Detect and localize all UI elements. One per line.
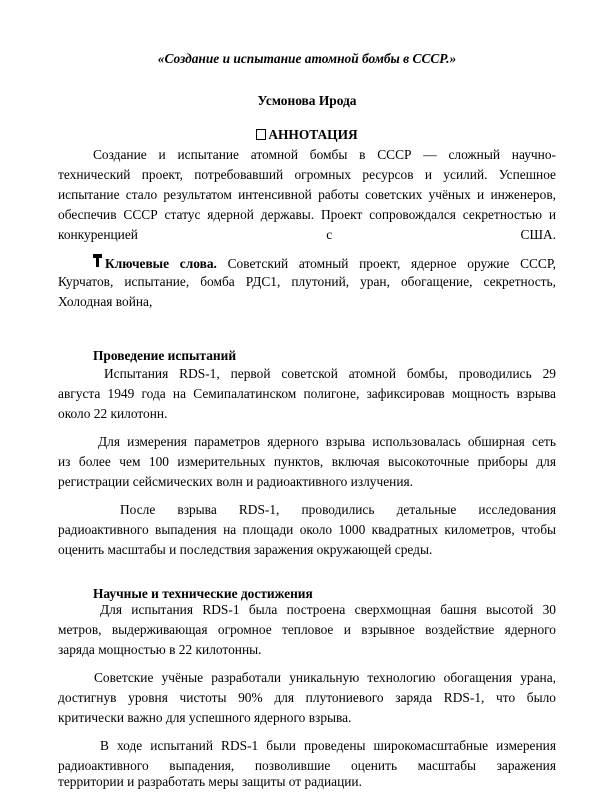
paragraph-line: августа 1949 года на Семипалатинском полигоне, зафиксировав мощность взрыва	[58, 386, 556, 401]
section-heading: Научные и технические достижения	[93, 586, 313, 601]
section-heading: Проведение испытаний	[93, 348, 237, 363]
keywords-line: Курчатов, испытание, бомба РДС1, плутоний, уран, обогащение, секретность,	[58, 274, 556, 289]
keywords-label: Ключевые слова.	[105, 256, 217, 271]
paragraph-line: Для измерения параметров ядерного взрыва использовалась обширная сеть	[98, 434, 556, 449]
annotation-word: с	[326, 227, 333, 242]
annotation-line: обеспечив СССР статус ядерной державы. Проект сопровождался секретностью и	[58, 207, 556, 222]
document-title: «Создание и испытание атомной бомбы в СССР.»	[157, 51, 457, 66]
annotation-line: испытание стало результатом интенсивной работы советских учёных и инженеров,	[58, 187, 556, 202]
keywords-line: Холодная война,	[58, 294, 153, 309]
paragraph-line: После взрыва RDS-1, проводились детальные исследования	[120, 502, 556, 517]
paragraph-line: оценить масштабы и последствия заражения окружающей среды.	[58, 542, 433, 557]
annotation-word: США.	[520, 227, 556, 242]
keywords-line	[93, 254, 556, 272]
paragraph-line: критически важно для успешного ядерного взрыва.	[58, 710, 352, 725]
annotation-line: Создание и испытание атомной бомбы в СССР — сложный научно-	[93, 147, 556, 162]
paragraph-line: территории и разработать меры защиты от радиации.	[58, 774, 362, 789]
annotation-heading-text: АННОТАЦИЯ	[268, 127, 358, 142]
paragraph-line: В ходе испытаний RDS-1 были проведены широкомасштабные измерения	[100, 738, 556, 753]
annotation-word: конкуренцией	[58, 227, 138, 242]
paragraph-line: около 22 килотонн.	[58, 406, 168, 421]
annotation-line-last	[58, 227, 556, 243]
paragraph-line: Советские учёные разработали уникальную технологию обогащения урана,	[94, 670, 556, 685]
keywords-text: Советский атомный проект, ядерное оружие СССР,	[227, 256, 556, 271]
paragraph-line: заряда мощностью в 22 килотонны.	[58, 642, 262, 657]
annotation-heading	[58, 127, 556, 143]
paragraph-line: Испытания RDS-1, первой советской атомной бомбы, проводились 29	[104, 366, 556, 381]
paragraph-line: достигнув уровня чистоты 90% для плутониевого заряда RDS-1, что было	[58, 690, 556, 705]
pin-icon	[93, 254, 102, 270]
placeholder-box-icon	[256, 129, 266, 140]
paragraph-line: из более чем 100 измерительных пунктов, включая высокоточные приборы для	[58, 454, 556, 469]
paragraph-line: радиоактивного выпадения на площади около 1000 квадратных километров, чтобы	[58, 522, 556, 537]
paragraph-line: радиоактивного выпадения, позволившие оценить масштабы заражения	[58, 758, 556, 773]
paragraph-line: метров, выдерживающая огромное тепловое и взрывное воздействие ядерного	[58, 622, 556, 637]
annotation-line: технический проект, потребовавший огромных ресурсов и усилий. Успешное	[58, 167, 556, 182]
author-name: Усмонова Ирода	[257, 93, 357, 108]
paragraph-line: регистрации сейсмических волн и радиоактивного излучения.	[58, 474, 414, 489]
paragraph-line: Для испытания RDS-1 была построена сверхмощная башня высотой 30	[100, 602, 556, 617]
